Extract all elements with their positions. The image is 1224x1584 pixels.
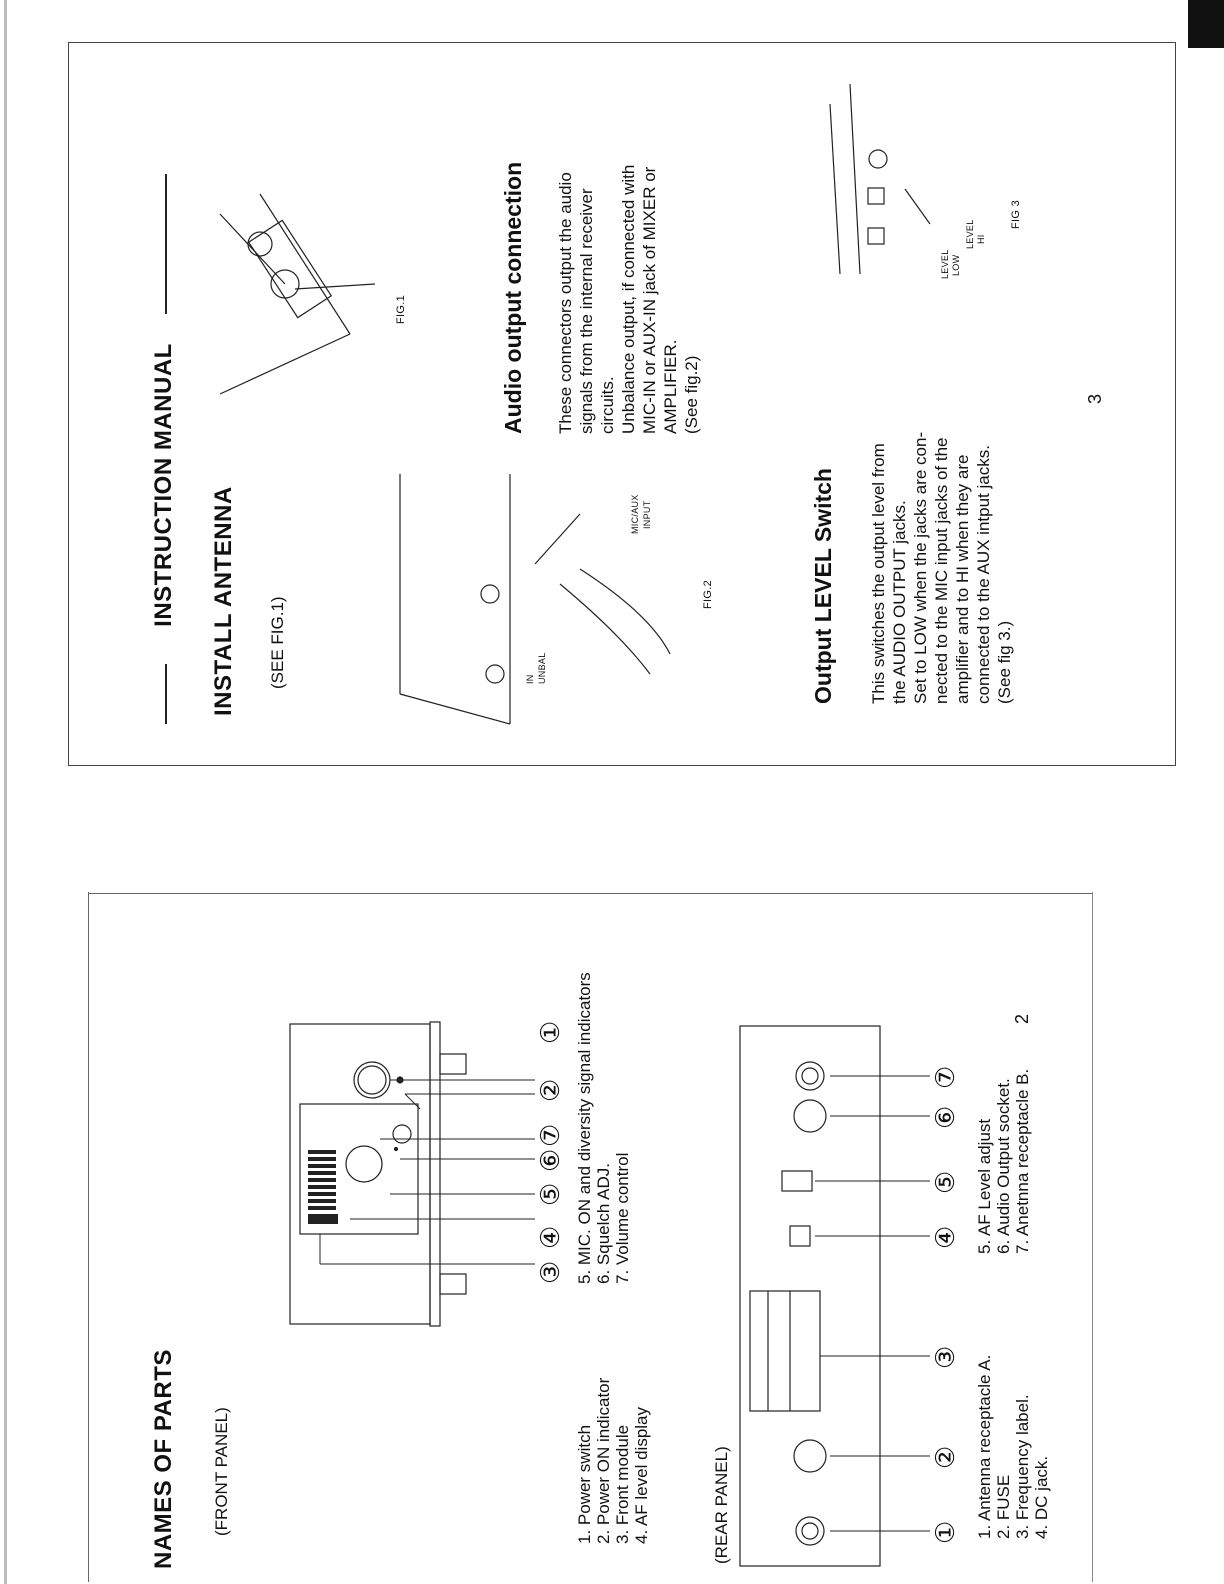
fig2-in-label: IN (525, 674, 535, 684)
list-item: 4. DC jack. (1032, 1455, 1051, 1539)
callout-5: ⑤ (535, 1182, 565, 1206)
callout-1: ① (535, 1020, 565, 1044)
fig1-caption: FIG.1 (395, 294, 407, 324)
list-item: 2. Power ON indicator (594, 1377, 613, 1544)
fig2-caption: FIG.2 (702, 579, 714, 609)
fig2-input-label-1: MIC/AUX (630, 494, 640, 534)
text-line: nected to the MIC input jacks of the (932, 437, 951, 704)
text-line: (See fig 3.) (995, 620, 1014, 704)
text-line: connected to the AUX intput jacks. (974, 445, 993, 704)
callout-3: ③ (930, 1345, 960, 1369)
callout-6: ⑥ (930, 1105, 960, 1129)
list-item: 6. Squelch ADJ. (594, 1163, 613, 1284)
text-line: signals from the internal receiver (577, 188, 596, 434)
header-rule-right (165, 174, 167, 314)
fig3-level-drawing (820, 64, 980, 284)
callout-2: ② (535, 1078, 565, 1102)
text-line: Set to LOW when the jacks are con- (911, 431, 930, 704)
list-item: 3. Frequency label. (1013, 1394, 1032, 1539)
list-item: 6. Audio Output socket. (994, 1078, 1013, 1254)
level-switch-title: Output LEVEL Switch (810, 468, 836, 704)
audio-output-text (555, 44, 702, 434)
fig3-level-low-label-1: LEVEL (940, 249, 950, 279)
left-page-border (88, 892, 89, 1582)
fig3-level-low-label-2: LOW (951, 254, 961, 276)
fig1-antenna-drawing (200, 184, 380, 404)
page-number-left: 2 (1012, 1013, 1032, 1024)
callout-6: ⑥ (535, 1148, 565, 1172)
callout-2: ② (930, 1445, 960, 1469)
front-panel-label: (FRONT PANEL) (212, 1407, 231, 1536)
list-item: 3. Front module (613, 1424, 632, 1544)
rear-parts-list-a (975, 1279, 1051, 1539)
front-parts-list-a (575, 1294, 651, 1544)
fig2-connection-drawing (380, 444, 680, 734)
install-antenna-subtitle: (SEE FIG.1) (268, 596, 287, 689)
fig3-caption: FIG 3 (1010, 199, 1022, 229)
text-line: circuits. (598, 376, 617, 434)
text-line: amplifier and to HI when they are (953, 454, 972, 704)
names-of-parts-title: NAMES OF PARTS (150, 1349, 177, 1569)
fig2-unbal-label: UNBAL (537, 652, 547, 684)
list-item: 7. Volume control (613, 1152, 632, 1284)
text-line: Unbalance output, if connected with (619, 164, 638, 434)
callout-7: ⑦ (535, 1123, 565, 1147)
text-line: AMPLIFIER. (661, 339, 680, 434)
callout-3: ③ (535, 1260, 565, 1284)
list-item: 2. FUSE (994, 1474, 1013, 1539)
text-line: the AUDIO OUTPUT jacks. (890, 500, 909, 704)
front-callouts (535, 984, 565, 1284)
level-switch-text (868, 324, 1015, 704)
text-line: (See fig.2) (682, 355, 701, 434)
fig3-level-hi-label-2: HI (976, 234, 986, 244)
text-line: This switches the output level from (869, 443, 888, 704)
list-item: 5. MIC. ON and diversity signal indicators (575, 972, 594, 1284)
rear-callouts (930, 1024, 960, 1544)
front-parts-list-b (575, 894, 632, 1284)
text-line: MIC-IN or AUX-IN jack of MIXER or (640, 166, 659, 434)
instruction-manual-header: INSTRUCTION MANUAL (150, 343, 177, 627)
rear-parts-list-b (975, 994, 1032, 1254)
callout-4: ④ (930, 1225, 960, 1249)
list-item: 1. Power switch (575, 1424, 594, 1544)
page-number-right: 3 (1085, 393, 1105, 404)
callout-1: ① (930, 1520, 960, 1544)
callout-7: ⑦ (930, 1065, 960, 1089)
text-line: These connectors output the audio (556, 172, 575, 434)
audio-output-title: Audio output connection (500, 161, 526, 434)
list-item: 1. Antenna receptacle A. (975, 1354, 994, 1539)
list-item: 4. AF level display (632, 1406, 651, 1544)
list-item: 5. AF Level adjust (975, 1118, 994, 1254)
callout-4: ④ (535, 1225, 565, 1249)
header-rule-left (165, 664, 167, 724)
callout-5: ⑤ (930, 1170, 960, 1194)
fig2-input-label-2: INPUT (642, 500, 652, 529)
install-antenna-title: INSTALL ANTENNA (210, 486, 237, 716)
left-page-border-bottom (1092, 892, 1093, 1582)
fig3-level-hi-label-1: LEVEL (965, 219, 975, 249)
list-item: 7. Anetnna receptacle B. (1013, 1068, 1032, 1254)
rear-panel-label: (REAR PANEL) (712, 1446, 731, 1564)
